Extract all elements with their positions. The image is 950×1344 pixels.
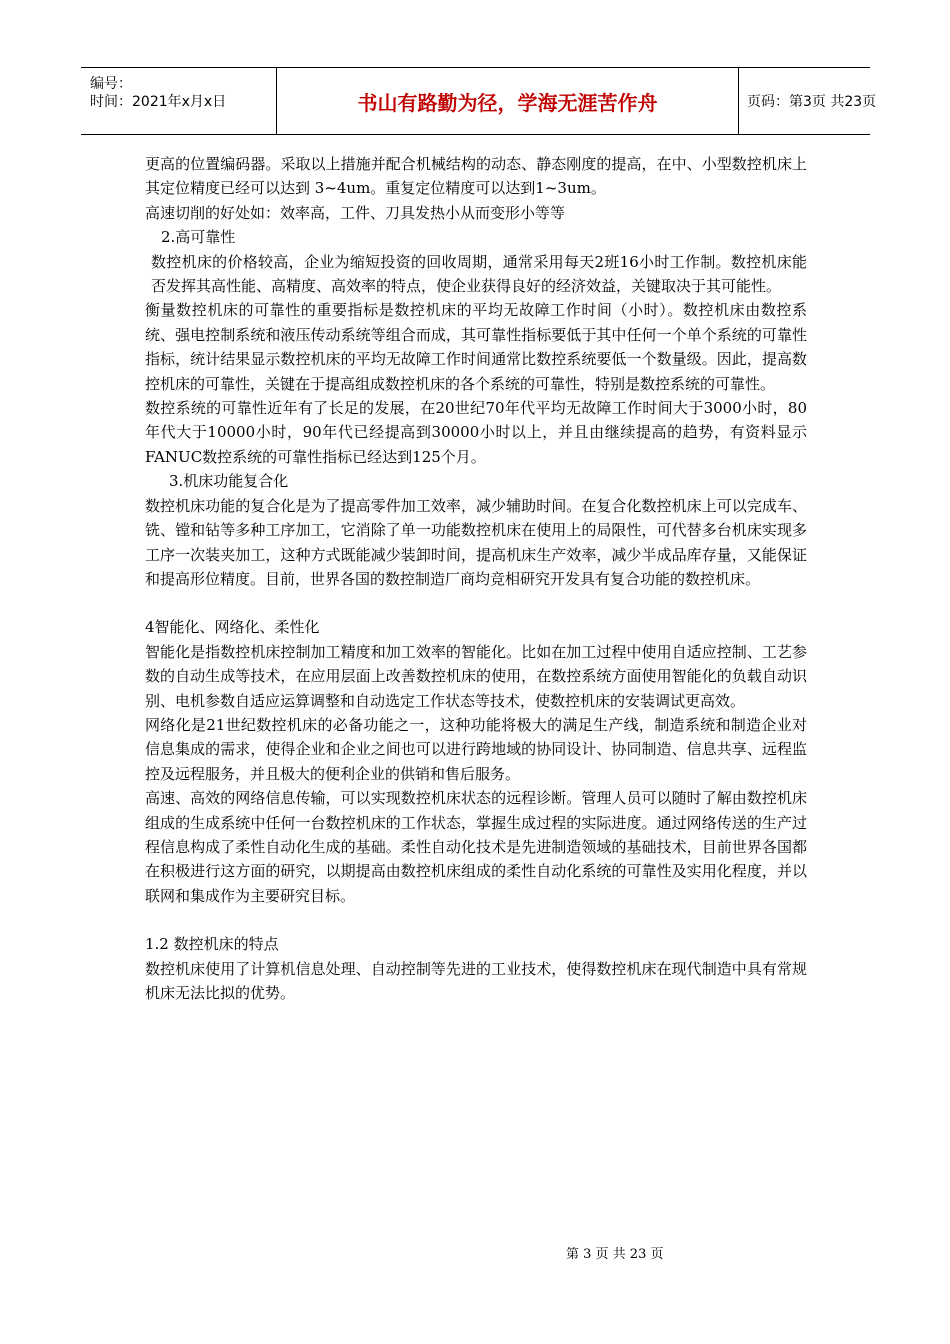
paragraph: 高速切削的好处如：效率高，工件、刀具发热小从而变形小等等 — [145, 203, 566, 222]
paragraph: 高速、高效的网络信息传输，可以实现数控机床状态的远程诊断。管理人员可以随时了解由数控机床组成的生成系统中任何一台数控机床的工作状态，掌握生成过程的实际进度。通过网络传送的生产过程信息构成了柔性自动化生成的基础。柔性自动化技术是先进制造领域的基础技术，目前世界各国都在积极进行这方面的研究，以期提高由数控机床组成的柔性自动化系统的可靠性及实用化程度，并以联网和集成作为主要研究目标。 — [145, 789, 807, 905]
header-motto-cell — [277, 68, 739, 134]
paragraph: 更高的位置编码器。采取以上措施并配合机械结构的动态、静态刚度的提高，在中、小型数控机床上其定位精度已经可以达到 3~4um。重复定位精度可以达到1~3um。 — [145, 155, 807, 198]
page-header — [81, 67, 877, 135]
paragraph: 数控系统的可靠性近年有了长足的发展，在20世纪70年代平均无故障工作时间大于3000小时，80年代大于10000小时，90年代已经提高到30000小时以上，并且由继续提高的趋势，有资料显示FANUC数控系统的可靠性指标已经达到125个月。 — [145, 399, 807, 466]
paragraph: 衡量数控机床的可靠性的重要指标是数控机床的平均无故障工作时间（小时）。数控机床由数控系统、强电控制系统和液压传动系统等组合而成，其可靠性指标要低于其中任何一个单个系统的可靠性指标，统计结果显示数控机床的平均无故障工作时间通常比数控系统要低一个数量级。因此，提高数控机床的可靠性，关键在于提高组成数控机床的各个系统的可靠性，特别是数控系统的可靠性。 — [145, 301, 807, 393]
paragraph: 网络化是21世纪数控机床的必备功能之一，这种功能将极大的满足生产线，制造系统和制造企业对信息集成的需求，使得企业和企业之间也可以进行跨地域的协同设计、协同制造、信息共享、远程监控及远程服务，并且极大的便利企业的供销和售后服务。 — [145, 715, 807, 783]
section-heading: 1.2 数控机床的特点 — [145, 935, 279, 954]
document-body — [145, 152, 807, 1005]
paragraph: 智能化是指数控机床控制加工精度和加工效率的智能化。比如在加工过程中使用自适应控制、工艺参数的自动生成等技术，在应用层面上改善数控机床的使用，在数控系统方面使用智能化的负载自动识别、电机参数自适应运算调整和自动选定工作状态等技术，使数控机床的安装调试更高效。 — [145, 642, 807, 710]
paragraph: 数控机床功能的复合化是为了提高零件加工效率，减少辅助时间。在复合化数控机床上可以完成车、铣、镗和钻等多种工序加工，它消除了单一功能数控机床在使用上的局限性，可代替多台机床实现多工序一次装夹加工，这种方式既能减少装卸时间，提高机床生产效率，减少半成品库存量，又能保证和提高形位精度。目前，世界各国的数控制造厂商均竞相研究开发具有复合功能的数控机床。 — [145, 496, 807, 588]
section-heading: 3.机床功能复合化 — [169, 472, 289, 491]
header-info-cell — [81, 68, 277, 134]
header-page-cell — [739, 68, 877, 134]
section-heading: 2.高可靠性 — [161, 228, 236, 247]
header-code-label: 编号： — [90, 76, 132, 92]
header-date-label: 时间：2021年x月x日 — [90, 94, 227, 110]
header-motto: 书山有路勤为径，学海无涯苦作舟 — [357, 91, 658, 115]
header-page-number: 页码：第3页 共23页 — [747, 94, 877, 110]
section-heading: 4智能化、网络化、柔性化 — [145, 618, 320, 637]
paragraph: 数控机床的价格较高，企业为缩短投资的回收周期，通常采用每天2班16小时工作制。数控机床能否发挥其高性能、高精度、高效率的特点，使企业获得良好的经济效益，关键取决于其可能性。 — [151, 252, 807, 296]
paragraph: 数控机床使用了计算机信息处理、自动控制等先进的工业技术，使得数控机床在现代制造中具有常规机床无法比拟的优势。 — [145, 959, 807, 1002]
page-footer: 第 3 页 共 23 页 — [566, 1247, 664, 1262]
